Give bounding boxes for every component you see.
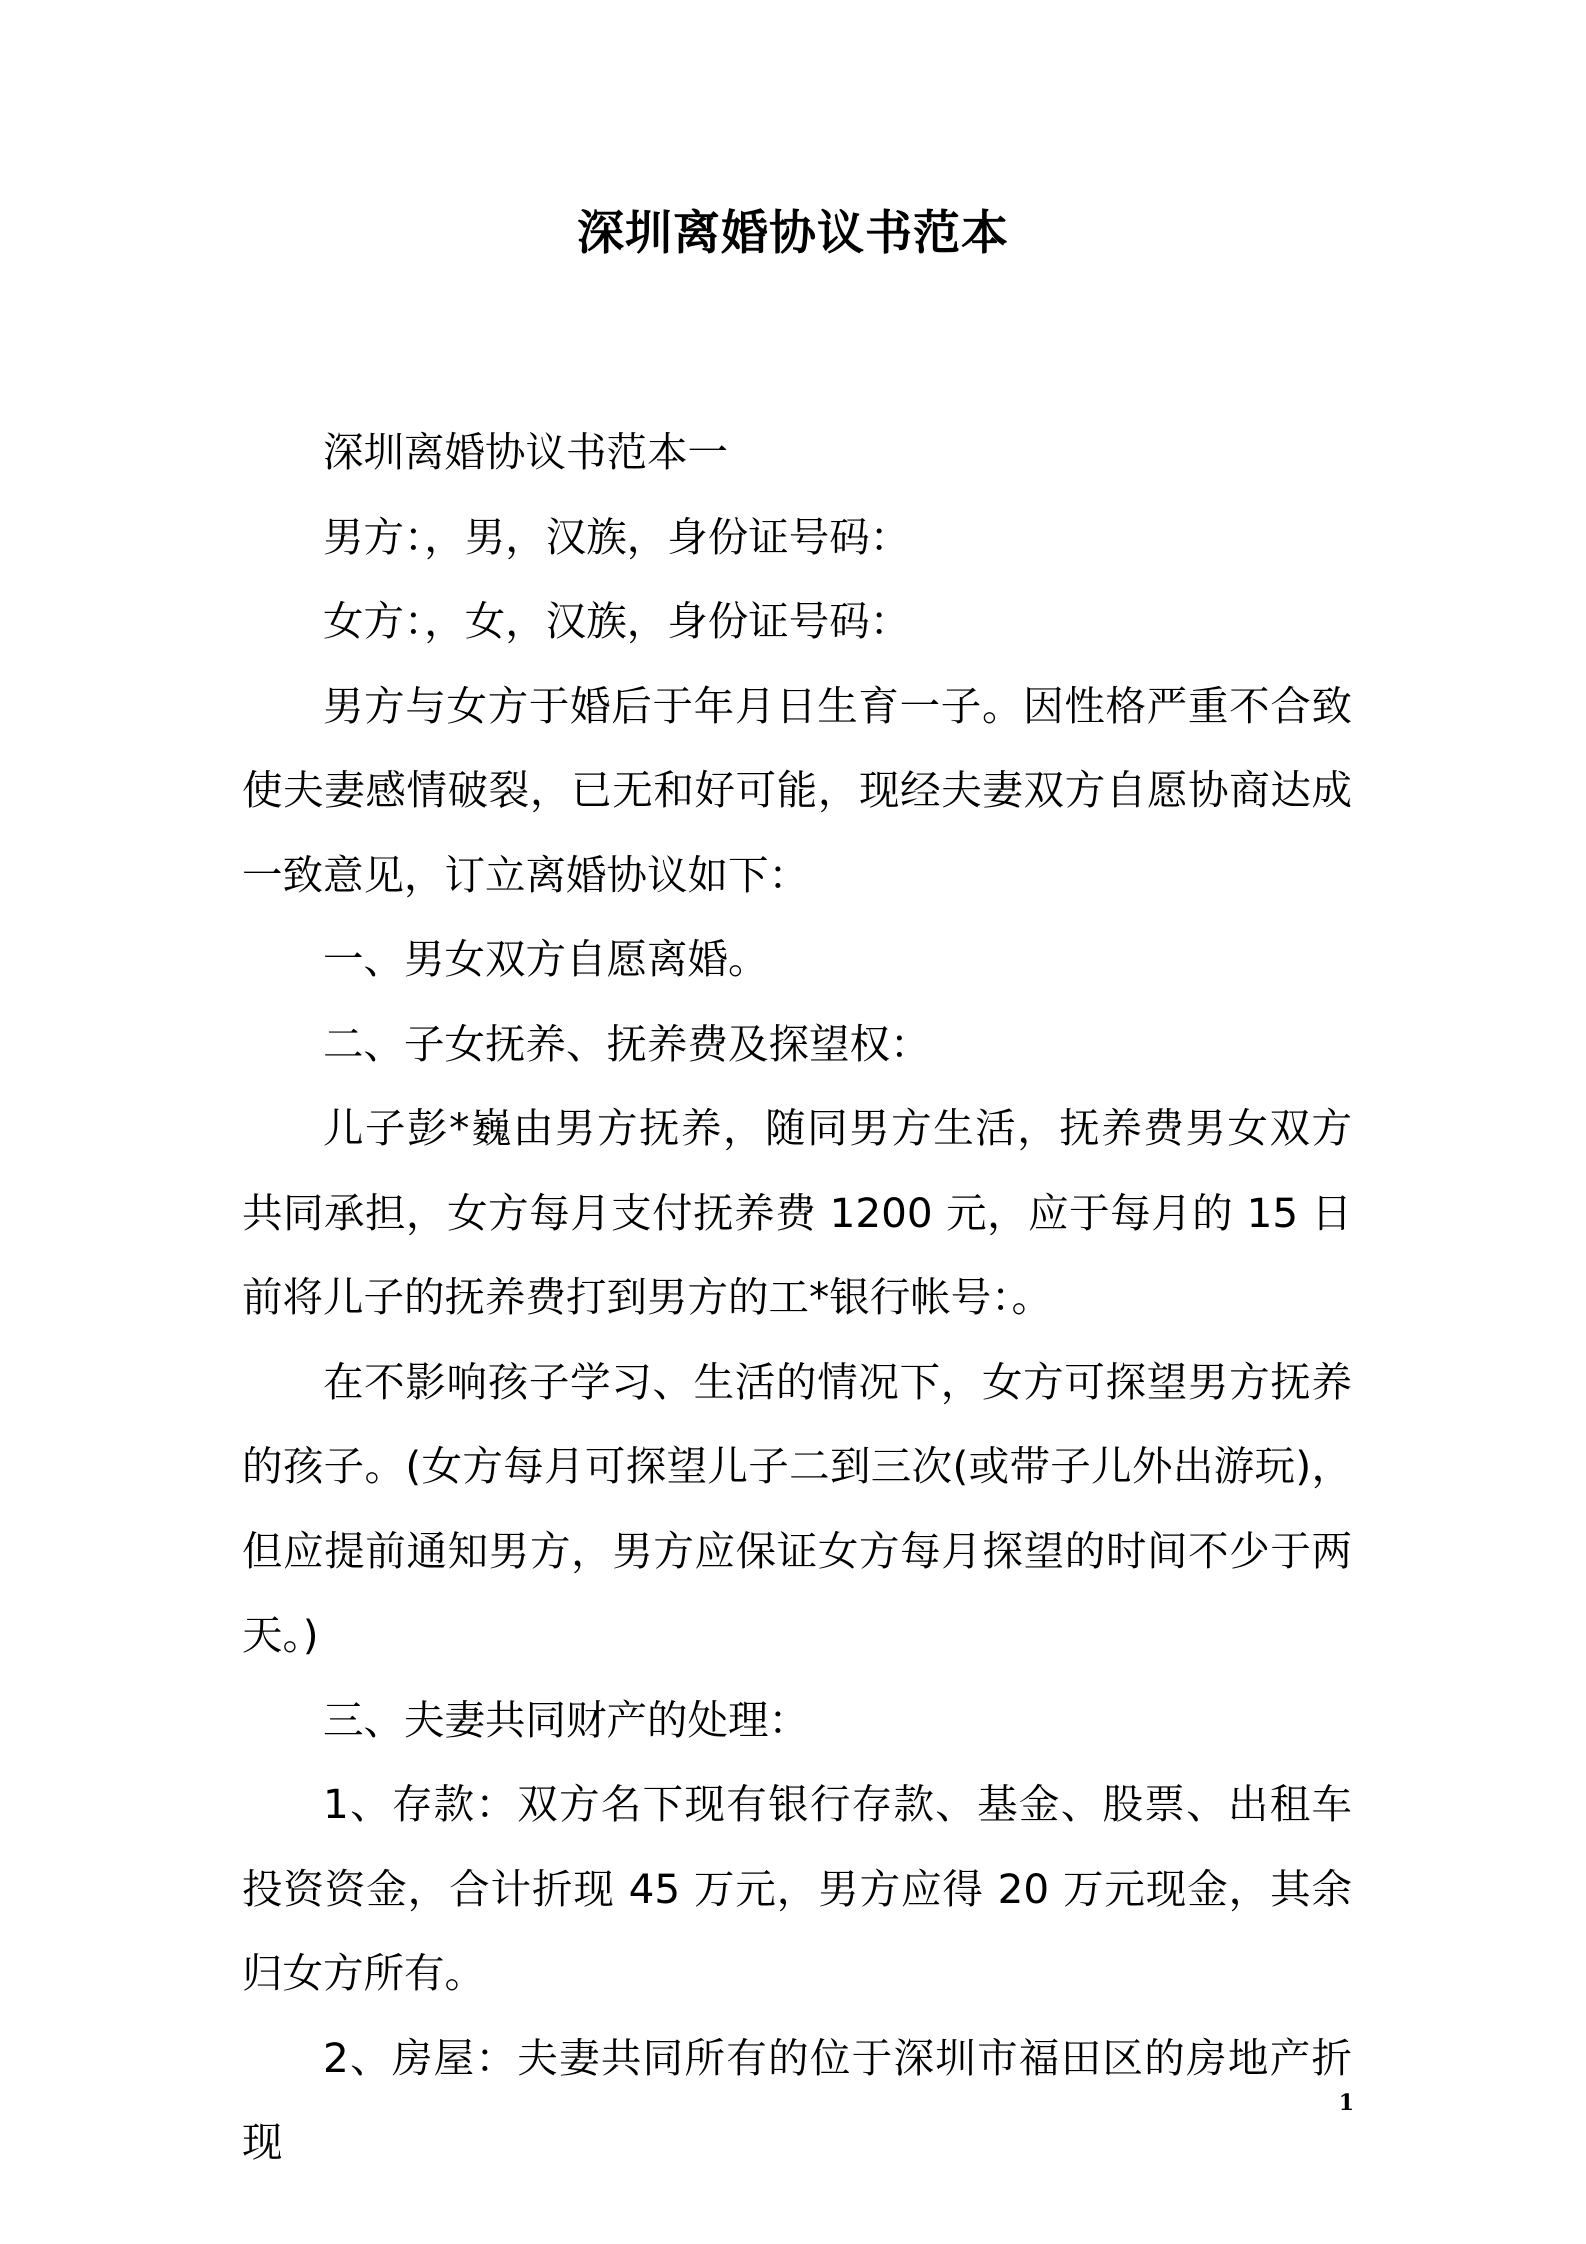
paragraph-male-party: 男方：，男，汉族，身份证号码： [323,512,911,561]
paragraph-child-support: 儿子彭*巍由男方抚养，随同男方生活，抚养费男女双方共同承担，女方每月支付抚养费 1200 元，应于每月的 15 日前将儿子的抚养费打到男方的工*银行帐号：。 [242,1104,1352,1321]
paragraph-subtitle: 深圳离婚协议书范本一 [323,428,728,476]
document-title: 深圳离婚协议书范本 [577,206,1009,261]
paragraph-clause-2-heading: 二、子女抚养、抚养费及探望权： [323,1019,931,1068]
document-body [242,410,1352,2185]
paragraph-clause-1: 一、男女双方自愿离婚。 [323,935,769,983]
paragraph-preamble: 男方与女方于婚后于年月日生育一子。因性格严重不合致使夫妻感情破裂，已无和好可能，现经夫妻双方自愿协商达成一致意见，订立离婚协议如下： [242,681,1352,899]
paragraph-housing: 2、房屋：夫妻共同所有的位于深圳市福田区的房地产折现 [242,2033,1352,2166]
paragraph-female-party: 女方：，女，汉族，身份证号码： [323,597,911,645]
paragraph-visitation: 在不影响孩子学习、生活的情况下，女方可探望男方抚养的孩子。(女方每月可探望儿子二到三次(或带子儿外出游玩)，但应提前通知男方，男方应保证女方每月探望的时间不少于两天。) [242,1357,1352,1659]
paragraph-clause-3-heading: 三、夫妻共同财产的处理： [323,1695,809,1744]
paragraph-savings: 1、存款：双方名下现有银行存款、基金、股票、出租车投资资金，合计折现 45 万元，男方应得 20 万元现金，其余归女方所有。 [242,1780,1352,1997]
page-number: 1 [1338,2090,1354,2116]
